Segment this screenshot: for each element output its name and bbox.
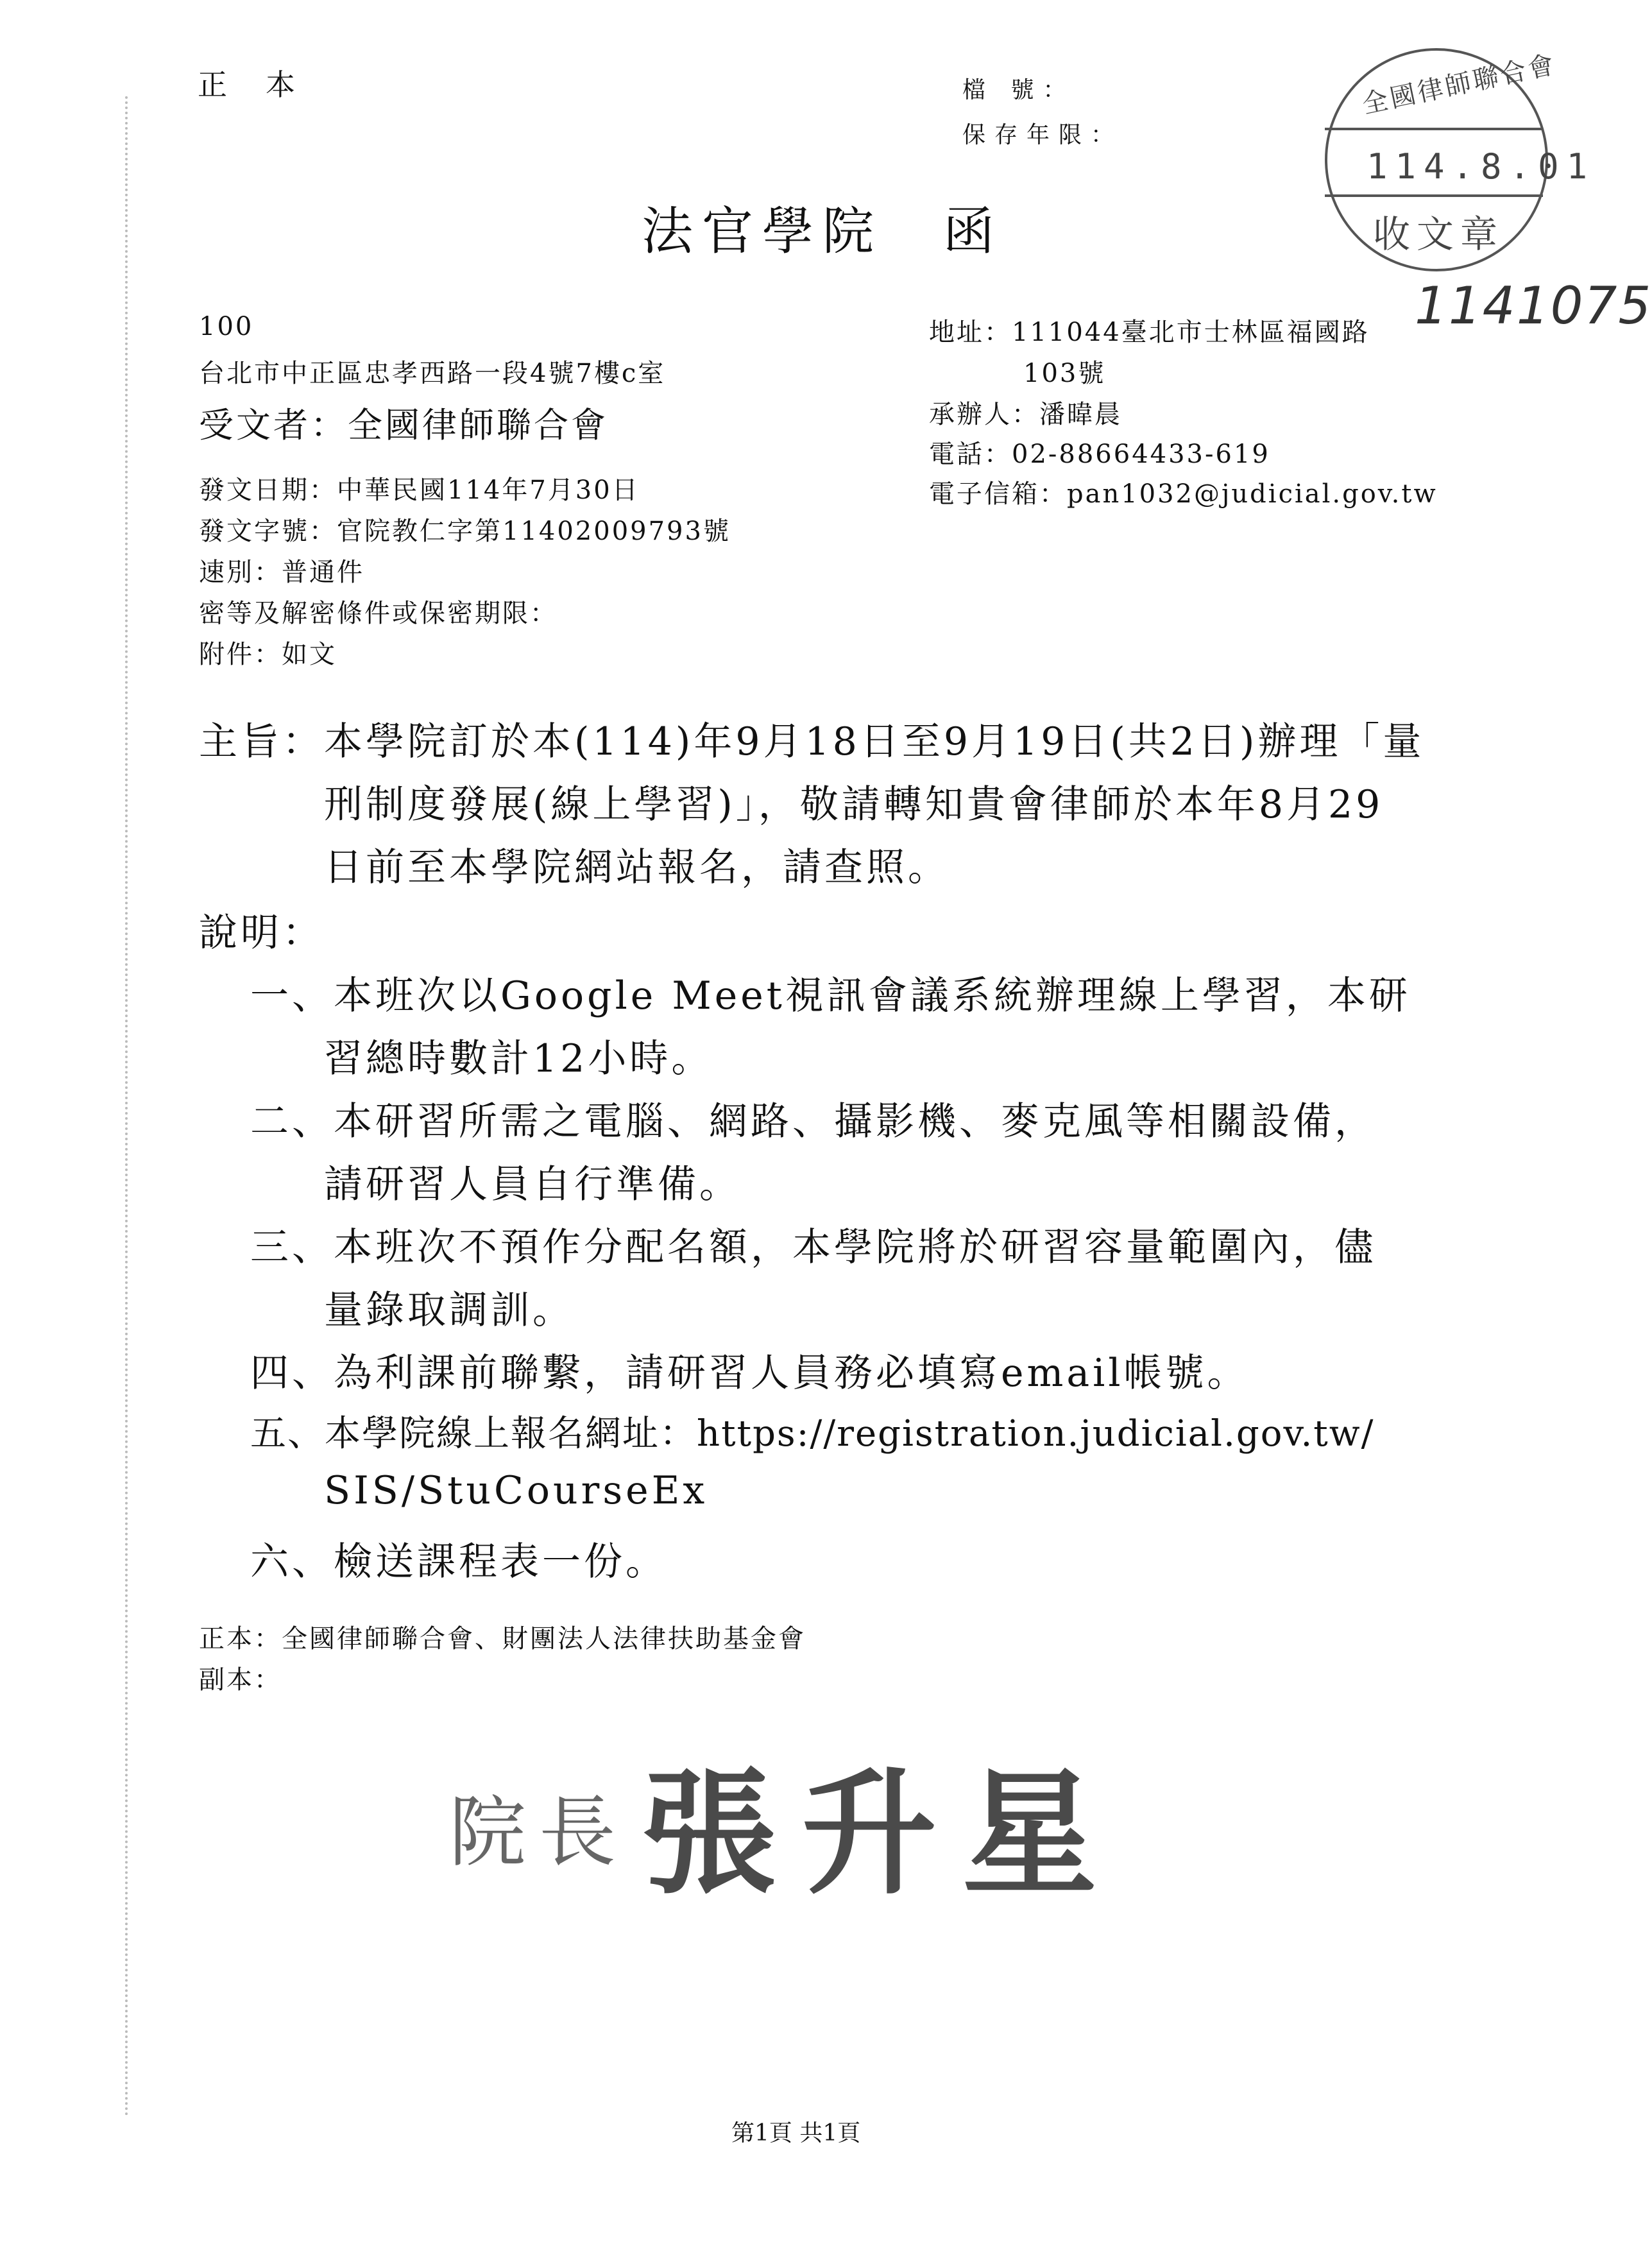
recipient-postcode: 100 xyxy=(199,312,254,341)
binding-margin-dots xyxy=(125,96,128,2118)
speed-class: 速別：普通件 xyxy=(199,558,364,587)
reference-number: 發文字號：官院教仁字第11402009793號 xyxy=(199,517,731,546)
subject-line-1: 主旨：本學院訂於本(114)年9月18日至9月19日(共2日)辦理「量 xyxy=(199,719,1425,764)
explanation-label: 說明： xyxy=(199,911,324,955)
archive-number-label: 檔 號： xyxy=(962,77,1075,103)
explanation-item-3: 三、本班次不預作分配名額，本學院將於研習容量範圍內，儘 xyxy=(250,1225,1376,1270)
explanation-item-6: 六、檢送課程表一份。 xyxy=(250,1539,667,1584)
recipient-address: 台北市中正區忠孝西路一段4號7樓c室 xyxy=(199,359,666,388)
explanation-item-2-cont: 請研習人員自行準備。 xyxy=(324,1162,741,1207)
stamp-org: 全國律師聯合會 xyxy=(1359,49,1560,120)
secrecy-term: 密等及解密條件或保密期限： xyxy=(199,599,558,628)
stamp-label: 收文章 xyxy=(1373,212,1504,256)
explanation-item-5-url-cont[interactable]: SIS/StuCourseEx xyxy=(324,1468,708,1513)
explanation-item-1-cont: 習總時數計12小時。 xyxy=(324,1036,713,1081)
explanation-item-5: 五、本學院線上報名網址：https://registration.judicial.gov.tw/ xyxy=(250,1413,1375,1455)
document-title: 法官學院 函 xyxy=(642,201,1003,261)
page-number: 第1頁 共1頁 xyxy=(731,2120,861,2146)
corner-label: 正本 xyxy=(198,67,334,102)
sender-email: 電子信箱：pan1032@judicial.gov.tw xyxy=(929,479,1438,509)
sender-address-line1: 地址：111044臺北市士林區福國路 xyxy=(929,318,1370,347)
stamp-date: 114.8.01 xyxy=(1367,146,1596,187)
distribution-original: 正本：全國律師聯合會、財團法人法律扶助基金會 xyxy=(199,1624,806,1654)
signature-name: 張升星 xyxy=(642,1754,1123,1913)
attachment: 附件：如文 xyxy=(199,640,337,669)
addressee: 受文者：全國律師聯合會 xyxy=(199,405,608,445)
subject-line-3: 日前至本學院網站報名，請查照。 xyxy=(324,845,949,890)
issue-date: 發文日期：中華民國114年7月30日 xyxy=(199,475,640,505)
signature-title: 院長 xyxy=(449,1788,629,1878)
retention-label: 保存年限： xyxy=(962,122,1123,148)
sender-address-line2: 103號 xyxy=(1023,359,1106,388)
sender-phone: 電話：02-88664433-619 xyxy=(929,440,1270,469)
explanation-item-1: 一、本班次以Google Meet視訊會議系統辦理線上學習，本研 xyxy=(250,973,1411,1018)
sender-contact: 承辦人：潘暐晨 xyxy=(929,400,1122,429)
explanation-item-2: 二、本研習所需之電腦、網路、攝影機、麥克風等相關設備， xyxy=(250,1099,1376,1144)
subject-line-2: 刑制度發展(線上學習)」，敬請轉知貴會律師於本年8月29 xyxy=(324,782,1384,827)
explanation-item-4: 四、為利課前聯繫，請研習人員務必填寫email帳號。 xyxy=(250,1351,1249,1396)
handwritten-number: 1141075 xyxy=(1415,276,1652,336)
explanation-item-3-cont: 量錄取調訓。 xyxy=(324,1288,574,1333)
distribution-copy: 副本： xyxy=(199,1665,282,1695)
